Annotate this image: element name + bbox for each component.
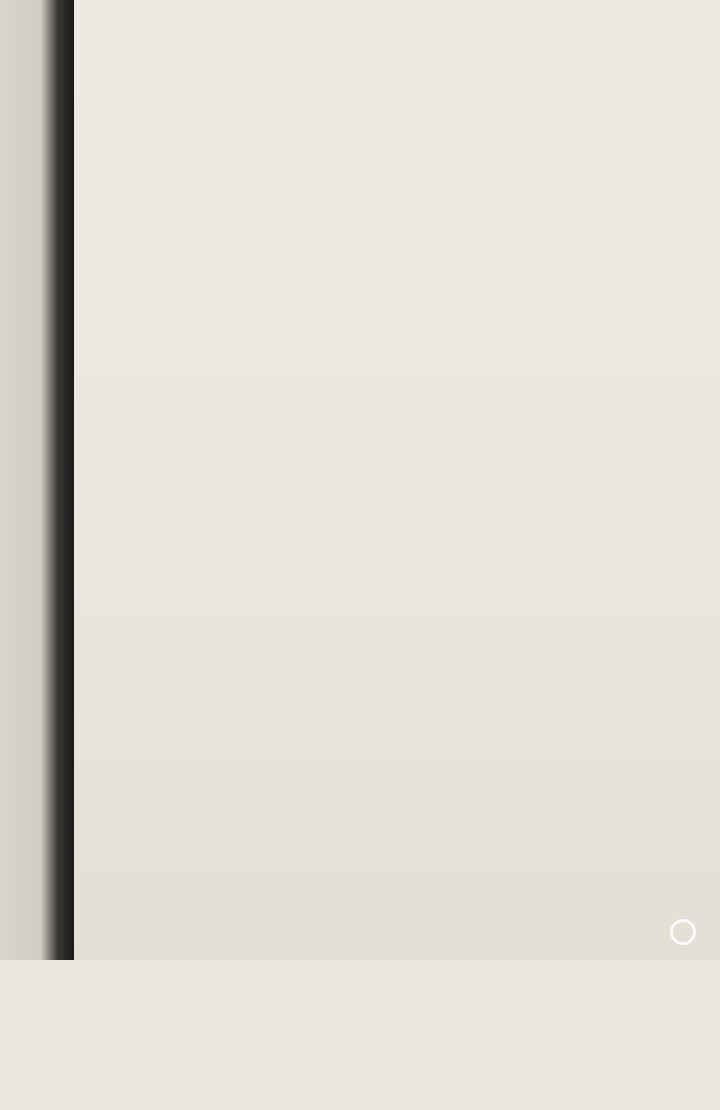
logo-icon: [670, 919, 696, 945]
bazar-logo: [670, 918, 702, 946]
book-page: [74, 0, 720, 960]
facing-page-text: [0, 150, 58, 1110]
